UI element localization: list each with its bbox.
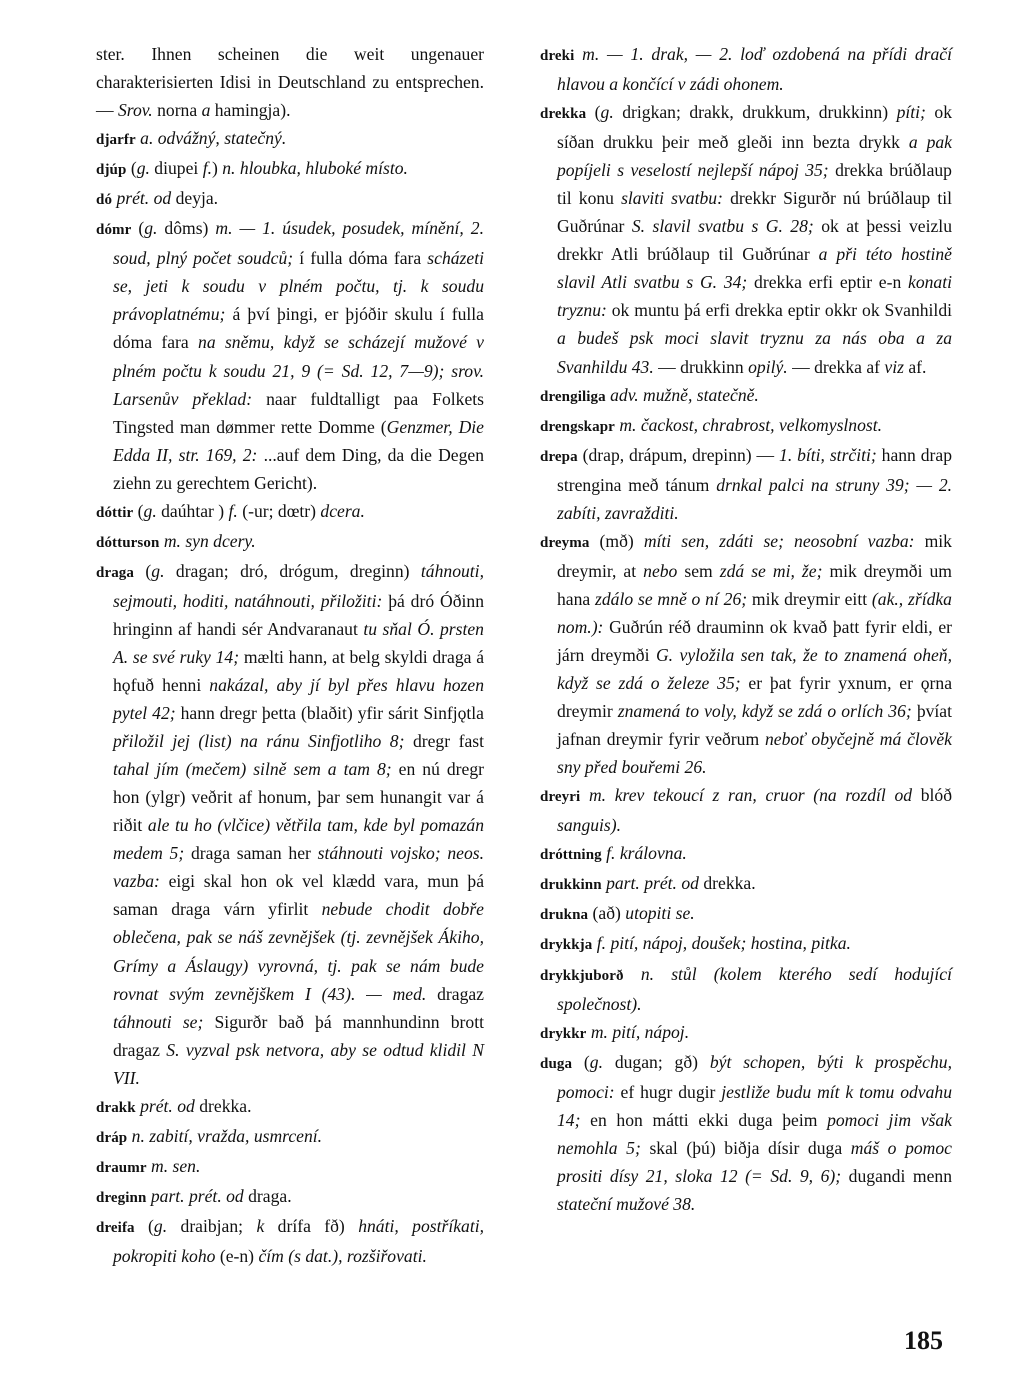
entry-text: dugan; gð) (603, 1051, 710, 1072)
dictionary-entry (540, 441, 952, 527)
entry-headword: djarfr (96, 132, 136, 149)
entry-text: ok muntu þá erfi drekka eptir okkr ok Svanhildi (606, 300, 952, 321)
entry-headword: dróttning (540, 847, 602, 864)
dictionary-entry (540, 40, 952, 98)
entry-text: být schopen, býti k prospěchu, pomoci: (557, 1051, 952, 1102)
entry-text: konati tryznu: (557, 272, 953, 321)
entry-text: dôms) (157, 218, 216, 239)
entry-text: m. syn dcery. (159, 530, 256, 551)
dictionary-entry (96, 124, 484, 154)
entry-text: sanguis). (557, 815, 622, 836)
page-number: 185 (904, 1326, 943, 1355)
entry-text: mælti hann, at belg skyldi draga á hǫfuð henni (113, 646, 484, 696)
entry-text: (að) (588, 903, 626, 924)
entry-text: ( (134, 560, 152, 581)
entry-text: a (201, 100, 211, 121)
entry-headword: duga (540, 1055, 573, 1072)
entry-headword: dóttir (96, 504, 134, 521)
dictionary-entry (540, 781, 952, 839)
entry-text: nakázal, aby jí byl přes hlavu hozen pytel 42; (113, 675, 484, 724)
entry-text: G. vyložila sen tak, že to znamená oheň, když se zdá o železe 35; (557, 644, 952, 694)
entry-text: — drekka af (787, 356, 885, 377)
entry-text: n. stůl (kolem kterého sedí hodující společnost). (557, 963, 952, 1014)
entry-text: prét. od (135, 1095, 195, 1116)
entry-text: zdálo se mně o ní 26; (595, 588, 748, 609)
dictionary-entry (96, 1122, 484, 1152)
entry-text: drekka. (194, 1095, 252, 1116)
entry-text: neboť obyčejně má člověk sny před bouřemi 26. (557, 729, 952, 778)
entry-text: drífa fð) (264, 1215, 359, 1236)
entry-headword: dó (96, 192, 113, 209)
entry-text: er þat fyrir yxnum, er ǫrna dreymir (557, 673, 953, 722)
entry-text: m. sen. (146, 1155, 201, 1176)
entry-text: (ak., zřídka nom.): (557, 588, 952, 637)
entry-text: Srov. (118, 100, 153, 121)
entry-text: viz (884, 356, 904, 377)
entry-text: míti sen, zdáti se; neosobní vazba: (643, 530, 915, 551)
entry-headword: dreki (540, 48, 575, 64)
entry-text: m. — 1. drak, — 2. loď ozdobená na přídi dračí hlavou a končící v zádi ohonem. (557, 44, 952, 95)
entry-headword: draga (96, 564, 134, 581)
dictionary-entry (540, 98, 952, 380)
dictionary-entry (96, 497, 484, 527)
entry-headword: drakk (96, 1099, 136, 1116)
dictionary-entry (540, 869, 952, 899)
entry-text: a budeš psk moci slavit tryznu za nás oba a za Svanhildu 43. (557, 328, 952, 377)
entry-text: m. krev tekoucí z ran, cruor (na rozdíl od (580, 785, 913, 806)
entry-text: drekka brúðlaup til konu (557, 160, 952, 209)
entry-headword: drekka (540, 106, 587, 123)
entry-text: drigkan; drakk, drukkum, drukkinn) (613, 102, 897, 123)
entry-text: sem (677, 560, 720, 581)
entry-headword: drengiliga (540, 388, 606, 405)
entry-text: tu sňal Ó. prsten A. se své ruky 14; (113, 618, 484, 667)
entry-text: f. královna. (601, 843, 687, 864)
entry-text: eigi skal hon ok vel klædd vara, mun þá saman draga várn yfirlit (113, 871, 484, 920)
entry-text: n. zabití, vražda, usmrcení. (127, 1125, 323, 1146)
entry-text: adv. mužně, statečně. (605, 384, 759, 405)
entry-text: S. slavil svatbu s G. 28; (631, 216, 814, 237)
dictionary-entry (96, 557, 484, 1092)
entry-text: part. prét. od (601, 873, 699, 894)
entry-text: ( (131, 218, 145, 239)
dictionary-entry (540, 1048, 952, 1218)
entry-text: blóð (912, 785, 952, 806)
entry-text: g. (589, 1051, 603, 1072)
entry-text: píti; (896, 102, 926, 123)
dictionary-entry (96, 154, 484, 184)
entry-text: nebo (643, 560, 678, 581)
dictionary-entry (96, 184, 484, 214)
entry-headword: drykkr (540, 1025, 587, 1042)
entry-text: na sněmu, když se scházejí mužové v plném počtu k soudu 21, 9 (= Sd. 12, 7—9); srov. Larsenův překlad: (113, 332, 484, 409)
entry-text: jestliže budu mít k tomu odvahu 14; (557, 1081, 952, 1130)
entry-text: ) (211, 158, 223, 179)
entry-text: drekka erfi eptir e-n (747, 272, 909, 293)
dictionary-entry (540, 899, 952, 929)
entry-text: — drukkinn (653, 356, 749, 377)
entry-text: táhnouti se; (113, 1011, 204, 1032)
dictionary-entry (96, 527, 484, 557)
dictionary-entry (540, 381, 952, 411)
entry-text: dugandi menn (841, 1165, 952, 1186)
entry-text: stáhnouti vojsko; neos. vazba: (113, 843, 485, 892)
entry-text: prét. od (112, 188, 172, 209)
dictionary-entry (96, 40, 484, 124)
entry-text: þá dró Óðinn hringinn af handi sér Andvaranaut (113, 590, 484, 639)
entry-text: čím (s dat.), rozšiřovati. (258, 1245, 427, 1266)
entry-text: (drap, drápum, drepinn) — (577, 444, 780, 465)
entry-text: Sigurðr bað þá mannhundinn brott dragaz (113, 1011, 484, 1060)
entry-text: en nú dregr hon (ylgr) veðrit af honum, þar sem hunangit var á riðit (113, 759, 485, 836)
dictionary-entry (96, 1212, 484, 1270)
entry-text: ok síðan drukku þeir með gleði inn bezta drykk (557, 102, 952, 153)
dictionary-entry (96, 214, 484, 496)
entry-text: nebude chodit dobře oblečena, pak se náš zevnějšek (tj. zevnějšek Ákiho, Grímy a Áslaugy) vyrovná, tj. pak se nám bude rovnat svým zevnějškem I (43). — med. (113, 899, 484, 1004)
entry-text: Guðrún réð drauminn ok kvað þatt fyrir eldi, er járn dreymði (557, 616, 952, 665)
entry-text: skal (þú) biðja dísir duga (640, 1137, 851, 1158)
dictionary-entry (96, 1092, 484, 1122)
entry-text: zdá se mi, že; (719, 560, 823, 581)
entry-text: m. pití, nápoj. (586, 1021, 690, 1042)
dictionary-entry (540, 527, 952, 781)
entry-headword: drukna (540, 907, 589, 924)
entry-headword: dreginn (96, 1189, 147, 1206)
entry-text: daúhtar ) (156, 500, 229, 521)
entry-text: í fulla dóma fara (293, 248, 428, 269)
entry-text: deyja. (171, 188, 219, 209)
entry-text: g. (151, 560, 165, 581)
entry-headword: dótturson (96, 534, 160, 551)
entry-text: máš o pomoc prositi dísy 21, sloka 12 (= Sd. 9, 6); (557, 1137, 952, 1186)
entry-text: táhnouti, sejmouti, hoditi, natáhnouti, přiložiti: (113, 560, 484, 611)
entry-text: utopiti se. (625, 903, 695, 924)
right-column (540, 40, 952, 1218)
entry-text: g. (143, 500, 157, 521)
entry-text: stateční mužové 38. (557, 1193, 696, 1214)
entry-text: drekka. (698, 873, 756, 894)
dictionary-entry (540, 1018, 952, 1048)
dictionary-entry (540, 411, 952, 441)
entry-text: ( (134, 1215, 154, 1236)
entry-text: mik dreymir, at (557, 530, 952, 581)
dictionary-entry (540, 960, 952, 1018)
left-column (96, 40, 484, 1270)
entry-text: en hon mátti ekki duga þeim (580, 1109, 828, 1130)
entry-text: (-ur; dœtr) (237, 500, 321, 521)
entry-text: mik dreymir eitt (747, 588, 872, 609)
entry-text: part. prét. od (146, 1185, 244, 1206)
entry-text: hann drap strengina með tánum (557, 444, 952, 495)
entry-text: ( (572, 1051, 590, 1072)
dictionary-entry (96, 1182, 484, 1212)
entry-text: drekkr Sigurðr nú brúðlaup til Guðrúnar (557, 188, 952, 237)
entry-headword: drykkja (540, 937, 593, 954)
entry-text: (mð) (589, 530, 644, 551)
entry-text: n. hloubka, hluboké místo. (222, 158, 408, 179)
entry-text: pomoci jim však nemohla 5; (557, 1109, 952, 1158)
entry-text: ( (586, 102, 601, 123)
entry-text: norna (152, 100, 202, 121)
entry-text: ok at þessi veizlu drekkr Atli brúðlaup til Guðrúnar (557, 216, 952, 265)
entry-text: diupei (149, 158, 203, 179)
entry-headword: dreyma (540, 534, 590, 551)
entry-text: á því þingi, er þjóðir skulu í fulla dóma fara (113, 304, 484, 353)
entry-headword: drepa (540, 448, 578, 465)
dictionary-entry (540, 839, 952, 869)
entry-text: drnkal palci na struny 39; — 2. zabíti, zavražditi. (557, 474, 953, 523)
entry-text: hnáti, postříkati, pokropiti koho (113, 1215, 484, 1266)
entry-text: g. (144, 218, 158, 239)
entry-text: draga. (243, 1185, 292, 1206)
entry-text: m. čackost, chrabrost, velkomyslnost. (614, 414, 883, 435)
dictionary-entry (96, 1152, 484, 1182)
entry-text: f. (228, 500, 238, 521)
entry-text: 1. bíti, strčiti; (779, 444, 877, 465)
entry-headword: draumr (96, 1159, 147, 1176)
entry-text: k (256, 1215, 265, 1236)
entry-headword: drengskapr (540, 418, 615, 435)
entry-text: a při této hostině slavil Atli svatbu s G. 34; (557, 244, 952, 293)
entry-headword: dreifa (96, 1219, 135, 1236)
entry-text: ( (133, 500, 144, 521)
entry-headword: dreyri (540, 789, 581, 806)
entry-headword: drukkinn (540, 877, 602, 894)
entry-text: hamingja). (210, 100, 291, 121)
entry-text: dragaz (426, 983, 484, 1004)
dictionary-entry (540, 929, 952, 959)
entry-text: f. pití, nápoj, doušek; hostina, pitka. (592, 933, 851, 954)
entry-text: g. (600, 102, 614, 123)
entry-text: (e-n) (215, 1245, 259, 1266)
entry-text: naar fuldtalligt paa Folkets Tingsted man dømmer rette Domme ( (113, 388, 484, 437)
entry-text: dcera. (320, 500, 365, 521)
entry-text: ale tu ho (vlčice) větřila tam, kde byl pomazán medem 5; (113, 815, 485, 864)
entry-text: þvíat jafnan dreymir fyrir veðrum (557, 701, 952, 750)
entry-text: slaviti svatbu: (621, 188, 723, 209)
entry-text: ...auf dem Ding, da die Degen ziehn zu gerechtem Gericht). (113, 444, 484, 493)
entry-text: a pak popíjeli s veselostí nejlepší nápoj 35; (557, 132, 952, 181)
entry-text: scházeti se, jeti k soudu v plném počtu, tj. k soudu právoplatnému; (113, 248, 484, 325)
entry-text: draga saman her (184, 843, 318, 864)
entry-text: Genzmer, Die Edda II, str. 169, 2: (113, 416, 484, 465)
entry-text: dregr fast (404, 731, 484, 752)
entry-text: mik dreymði um hana (557, 560, 952, 609)
entry-text: a. odvážný, statečný. (135, 128, 287, 149)
entry-text: opilý. (748, 356, 788, 377)
entry-text: přiložil jej (list) na ránu Sinfjotliho 8; (113, 731, 405, 752)
entry-headword: dráp (96, 1129, 128, 1146)
entry-headword: djúp (96, 162, 127, 179)
entry-text: g. (153, 1215, 168, 1236)
entry-text: g. (136, 158, 150, 179)
entry-text: hann dregr þetta (blaðit) yfir sárit Sinfjǫtla (175, 703, 484, 724)
entry-text: draibjan; (167, 1215, 257, 1236)
entry-text: f. (202, 158, 212, 179)
entry-text: ef hugr dugir (614, 1081, 722, 1102)
entry-text: ( (126, 158, 137, 179)
entry-headword: dómr (96, 222, 132, 239)
entry-text: af. (903, 356, 927, 377)
entry-text: dragan; dró, drógum, dreginn) (164, 560, 421, 581)
entry-text: ster. Ihnen scheinen die weit ungenauer charakterisierten Idisi in Deutschland zu entsprechen. — (96, 44, 484, 121)
entry-text: tahal jím (mečem) silně sem a tam 8; (113, 759, 392, 780)
entry-headword: drykkjuborð (540, 967, 624, 984)
entry-text: S. vyzval psk netvora, aby se odtud klidil N VII. (113, 1039, 485, 1088)
entry-text: znamená to voly, když se zdá o orlích 36; (617, 701, 912, 722)
entry-text: m. — 1. úsudek, posudek, mínění, 2. soud, plný počet soudců; (113, 218, 485, 269)
